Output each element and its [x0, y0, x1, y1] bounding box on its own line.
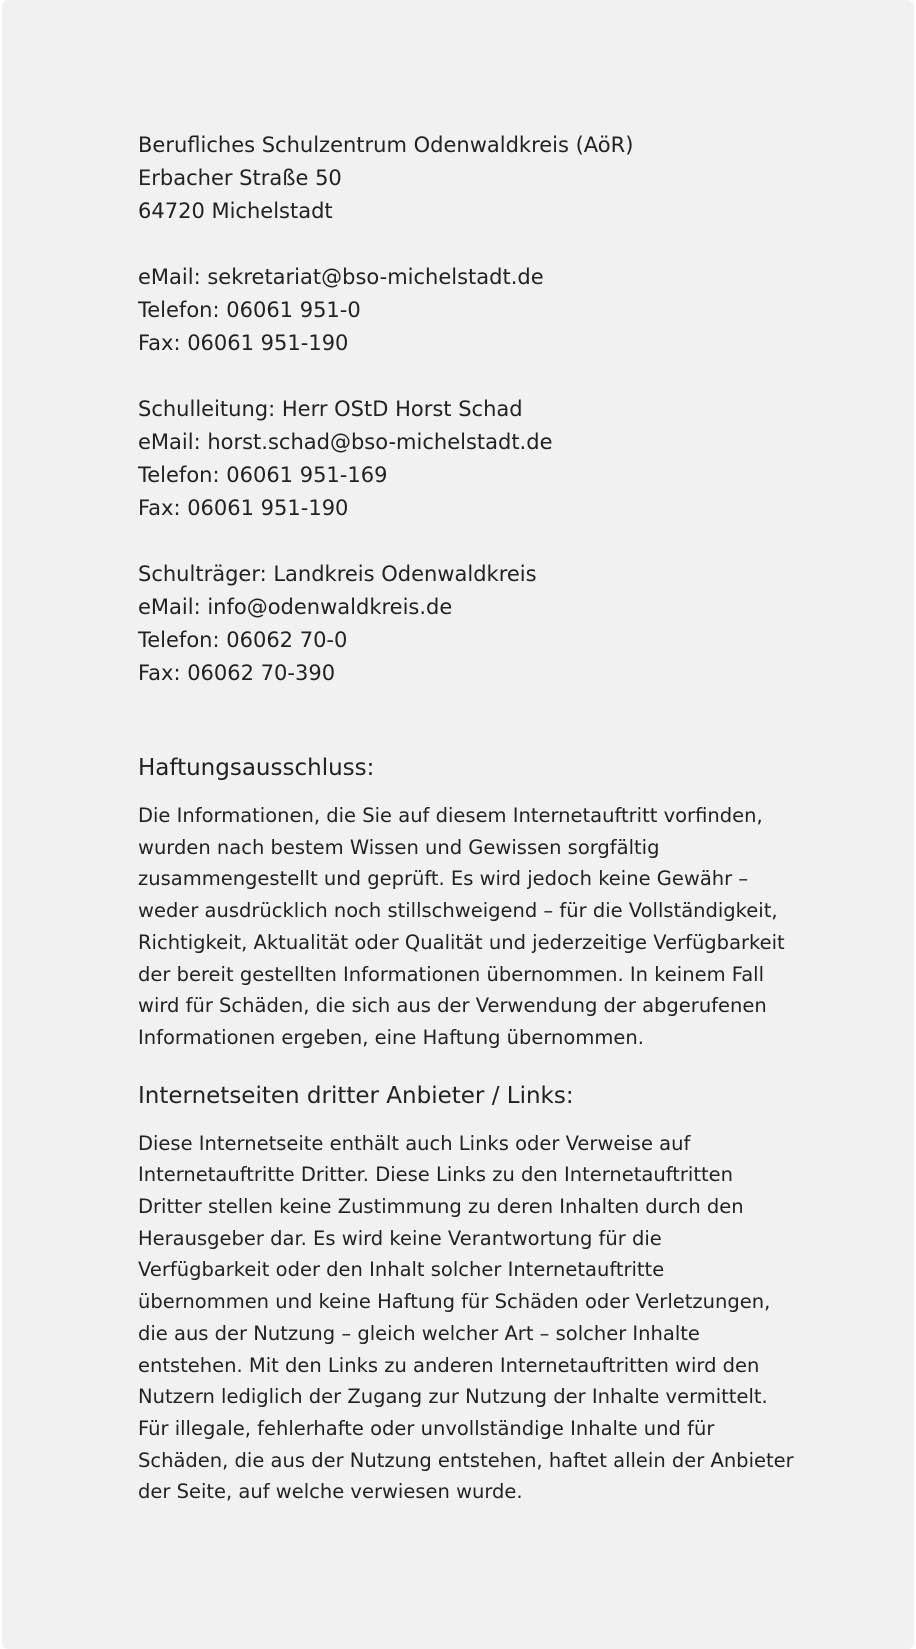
management-title: Schulleitung: Herr OStD Horst Schad: [138, 397, 523, 421]
spacer: [138, 228, 798, 261]
links-heading: Internetseiten dritter Anbieter / Links:: [138, 1082, 574, 1109]
sponsor-block: [138, 558, 798, 690]
sponsor-title: Schulträger: Landkreis Odenwaldkreis: [138, 562, 537, 586]
school-contact-block: [138, 261, 798, 360]
management-fax: Fax: 06061 951-190: [138, 496, 349, 520]
school-phone: Telefon: 06061 951-0: [138, 298, 361, 322]
sponsor-email[interactable]: eMail: info@odenwaldkreis.de: [138, 595, 453, 619]
city-address: 64720 Michelstadt: [138, 199, 333, 223]
management-phone: Telefon: 06061 951-169: [138, 463, 388, 487]
disclaimer-text: Die Informationen, die Sie auf diesem Internetauftritt vorfinden, wurden nach bestem Wissen und Gewissen sorgfältig zusammengestellt und geprüft. Es wird jedoch keine Gewähr – weder ausdrücklich noch stillschweigend – für die Vollständigkeit, Richtigkeit, Aktualität oder Qualität und jederzeitige Verfügbarkeit der bereit gestellten Informationen übernommen. In keinem Fall wird für Schäden, die sich aus der Verwendung der abgerufenen Informationen ergeben, eine Haftung übernommen.: [138, 804, 785, 1049]
school-email[interactable]: eMail: sekretariat@bso-michelstadt.de: [138, 265, 544, 289]
spacer: [138, 525, 798, 558]
address-block: [138, 129, 798, 228]
spacer: [138, 360, 798, 393]
impressum-content: [138, 129, 798, 1508]
disclaimer-heading: Haftungsausschluss:: [138, 755, 375, 781]
management-email[interactable]: eMail: horst.schad@bso-michelstadt.de: [138, 430, 553, 454]
content-panel: [2, 0, 914, 1649]
school-fax: Fax: 06061 951-190: [138, 331, 349, 355]
links-text: Diese Internetseite enthält auch Links oder Verweise auf Internetauftritte Dritter. Diese Links zu den Internetauftritten Dritter stellen keine Zustimmung zu deren Inhalten durch den Herausgeber dar. Es wird keine Verantwortung für die Verfügbarkeit oder den Inhalt solcher Internetauftritte übernommen und keine Haftung für Schäden oder Verletzungen, die aus der Nutzung – gleich welcher Art – solcher Inhalte entstehen. Mit den Links zu anderen Internetauftritten wird den Nutzern lediglich der Zugang zur Nutzung der Inhalte vermittelt. Für illegale, fehlerhafte oder unvollständige Inhalte und für Schäden, die aus der Nutzung entstehen, haftet allein der Anbieter der Seite, auf welche verwiesen wurde.: [138, 1131, 794, 1504]
management-block: [138, 393, 798, 525]
sponsor-fax: Fax: 06062 70-390: [138, 661, 336, 685]
street-address: Erbacher Straße 50: [138, 166, 342, 190]
institution-name: Berufliches Schulzentrum Odenwaldkreis (AöR): [138, 133, 634, 157]
sponsor-phone: Telefon: 06062 70-0: [138, 628, 348, 652]
